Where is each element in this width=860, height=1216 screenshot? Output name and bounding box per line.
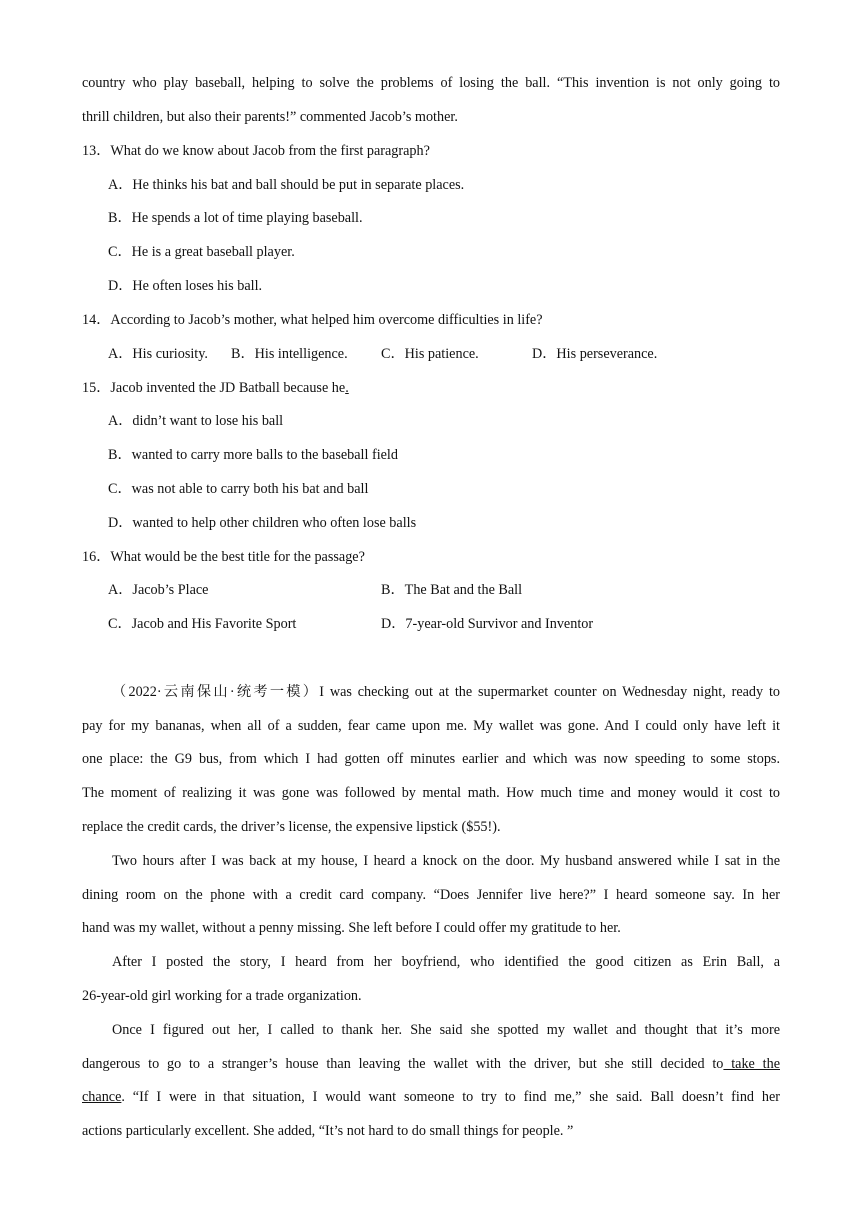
passage2-p1-line: one place: the G9 bus, from which I had gotten off minutes earlier and which was now speeding to some stops.	[82, 751, 780, 767]
q13-option-a: A．He thinks his bat and ball should be put in separate places.	[108, 177, 465, 193]
q14-option-b: B．His intelligence.	[231, 346, 348, 362]
passage2-p2-line: dining room on the phone with a credit card company. “Does Jennifer live here?” I heard someone say. In her	[82, 887, 780, 903]
q13-option-c: C．He is a great baseball player.	[108, 244, 295, 260]
p4-line2-text: dangerous to go to a stranger’s house than leaving the wallet with the driver, but she still decided to	[82, 1056, 724, 1072]
passage2-p4-line	[82, 1087, 780, 1107]
q14-option-a: A．His curiosity.	[108, 346, 208, 362]
underlined-phrase-take-the: take the	[723, 1056, 780, 1072]
question-16-stem: 16．What would be the best title for the passage?	[82, 549, 365, 565]
passage2-p3-line: After I posted the story, I heard from her boyfriend, who identified the good citizen as Erin Ball, a	[112, 954, 780, 970]
q16-option-c: C．Jacob and His Favorite Sport	[108, 616, 297, 632]
question-14-stem: 14．According to Jacob’s mother, what helped him overcome difficulties in life?	[82, 312, 543, 328]
passage2-p2-line: Two hours after I was back at my house, I heard a knock on the door. My husband answered while I sat in the	[112, 853, 780, 869]
passage2-p4-line	[82, 1054, 780, 1074]
q16-option-b: B．The Bat and the Ball	[381, 582, 523, 598]
passage2-p2-line: hand was my wallet, without a penny missing. She left before I could offer my gratitude to her.	[82, 920, 621, 936]
passage2-p1-line: pay for my bananas, when all of a sudden, fear came upon me. My wallet was gone. And I could only have left it	[82, 718, 780, 734]
underlined-phrase-chance: chance	[82, 1089, 122, 1105]
q14-option-c: C．His patience.	[381, 346, 479, 362]
passage2-p3-line: 26-year-old girl working for a trade organization.	[82, 988, 362, 1004]
q15-option-c: C．was not able to carry both his bat and ball	[108, 481, 369, 497]
q15-stem-text: 15．Jacob invented the JD Batball because he	[82, 380, 346, 396]
passage1-line: thrill children, but also their parents!” commented Jacob’s mother.	[82, 109, 458, 125]
q15-option-b: B．wanted to carry more balls to the baseball field	[108, 447, 398, 463]
passage1-line: country who play baseball, helping to solve the problems of losing the ball. “This invention is not only going to	[82, 75, 780, 91]
q16-option-d: D．7-year-old Survivor and Inventor	[381, 616, 594, 632]
q15-option-d: D．wanted to help other children who often lose balls	[108, 515, 417, 531]
passage2-p1-line: The moment of realizing it was gone was followed by mental math. How much time and money would it cost to	[82, 785, 780, 801]
q13-option-d: D．He often loses his ball.	[108, 278, 263, 294]
q13-option-b: B．He spends a lot of time playing baseball.	[108, 210, 363, 226]
passage2-p4-line: Once I figured out her, I called to thank her. She said she spotted my wallet and thought that it’s more	[112, 1022, 780, 1038]
p4-line3-text: . “If I were in that situation, I would want someone to try to find me,” she said. Ball doesn’t find her	[121, 1089, 780, 1105]
q16-option-a: A．Jacob’s Place	[108, 582, 209, 598]
q15-blank: .	[345, 380, 349, 396]
passage2-p1-line: replace the credit cards, the driver’s license, the expensive lipstick ($55!).	[82, 819, 501, 835]
q15-option-a: A．didn’t want to lose his ball	[108, 413, 284, 429]
q14-option-d: D．His perseverance.	[532, 346, 658, 362]
passage2-p1-line: （2022·云南保山·统考一模）I was checking out at the supermarket counter on Wednesday night, ready to	[112, 684, 780, 700]
passage2-p4-line: actions particularly excellent. She added, “It’s not hard to do small things for people. ”	[82, 1123, 574, 1139]
question-13-stem: 13．What do we know about Jacob from the first paragraph?	[82, 143, 430, 159]
question-15-stem	[82, 378, 780, 398]
